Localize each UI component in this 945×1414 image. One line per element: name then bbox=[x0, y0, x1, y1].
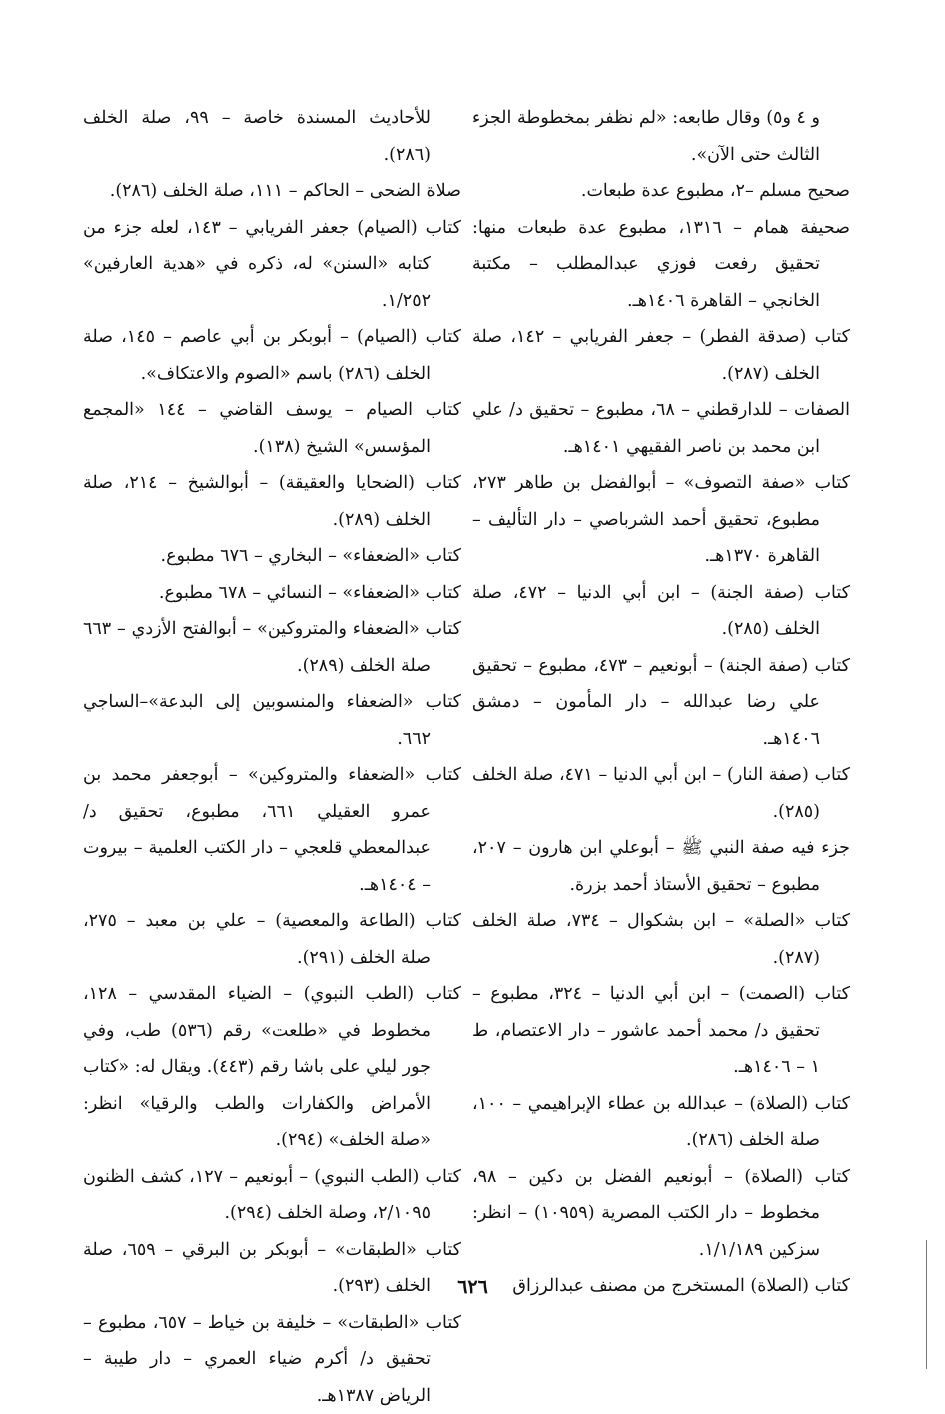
bibliography-entry: كتاب «الضعفاء والمتروكين» – أبوجعفر محمد بن عمرو العقيلي ٦٦١، مطبوع، تحقيق د/ عبدالمعطي قلعجي – دار الكتب العلمية – بيروت – ١٤٠٤هـ. bbox=[83, 757, 461, 903]
bibliography-entry: كتاب (الصلاة) – أبونعيم الفضل بن دكين – ٩٨، مخطوط – دار الكتب المصرية (١٠٩٥٩) – انظر: سزكين ١/١/١٨٩. bbox=[472, 1159, 850, 1269]
bibliography-entry: و ٤ و٥) وقال طابعه: «لم نظفر بمخطوطة الجزء الثالث حتى الآن». bbox=[472, 100, 850, 173]
bibliography-entry: كتاب (صفة الجنة) – ابن أبي الدنيا – ٤٧٢، صلة الخلف (٢٨٥). bbox=[472, 575, 850, 648]
bibliography-entry: كتاب (صفة النار) – ابن أبي الدنيا – ٤٧١، صلة الخلف (٢٨٥). bbox=[472, 757, 850, 830]
bibliography-entry: جزء فيه صفة النبي ﷺ – أبوعلي ابن هارون – ٢٠٧، مطبوع – تحقيق الأستاذ أحمد بزرة. bbox=[472, 830, 850, 903]
bibliography-entry: كتاب «صفة التصوف» – أبوالفضل بن طاهر ٢٧٣، مطبوع، تحقيق أحمد الشرباصي – دار التأليف – القاهرة ١٣٧٠هـ. bbox=[472, 465, 850, 575]
bibliography-entry: كتاب «الضعفاء» – النسائي – ٦٧٨ مطبوع. bbox=[83, 575, 461, 612]
bibliography-entry: كتاب (الضحايا والعقيقة) – أبوالشيخ – ٢١٤، صلة الخلف (٢٨٩). bbox=[83, 465, 461, 538]
bibliography-entry: كتاب (صفة الجنة) – أبونعيم – ٤٧٣، مطبوع – تحقيق علي رضا عبدالله – دار المأمون – دمشق ١٤٠٦هـ. bbox=[472, 648, 850, 758]
bibliography-entry: كتاب «الضعفاء والمتروكين» – أبوالفتح الأزدي – ٦٦٣ صلة الخلف (٢٨٩). bbox=[83, 611, 461, 684]
bibliography-entry: كتاب «الصلة» – ابن بشكوال – ٧٣٤، صلة الخلف (٢٨٧). bbox=[472, 903, 850, 976]
bibliography-entry: كتاب (الصيام) جعفر الفريابي – ١٤٣، لعله جزء من كتابه «السنن» له، ذكره في «هدية العارفين» ١/٢٥٢. bbox=[83, 210, 461, 320]
bibliography-entry: للأحاديث المسندة خاصة – ٩٩، صلة الخلف (٢٨٦). bbox=[83, 100, 461, 173]
scan-edge-line bbox=[926, 1240, 927, 1369]
left-column bbox=[83, 100, 461, 1414]
bibliography-entry: الصفات – للدارقطني – ٦٨، مطبوع – تحقيق د/ علي ابن محمد بن ناصر الفقيهي ١٤٠١هـ. bbox=[472, 392, 850, 465]
bibliography-entry: كتاب (الطاعة والمعصية) – علي بن معبد – ٢٧٥، صلة الخلف (٢٩١). bbox=[83, 903, 461, 976]
bibliography-entry: كتاب (الطب النبوي) – أبونعيم – ١٢٧، كشف الظنون ٢/١٠٩٥، وصلة الخلف (٢٩٤). bbox=[83, 1159, 461, 1232]
bibliography-entry: كتاب الصيام – يوسف القاضي – ١٤٤ «المجمع المؤسس» الشيخ (١٣٨). bbox=[83, 392, 461, 465]
bibliography-entry: صحيح مسلم –٢، مطبوع عدة طبعات. bbox=[472, 173, 850, 210]
bibliography-entry: كتاب «الطبقات» – خليفة بن خياط – ٦٥٧، مطبوع – تحقيق د/ أكرم ضياء العمري – دار طيبة – الرياض ١٣٨٧هـ. bbox=[83, 1305, 461, 1414]
bibliography-entry: كتاب (الصمت) – ابن أبي الدنيا – ٣٢٤، مطبوع – تحقيق د/ محمد أحمد عاشور – دار الاعتصام، ط ١ – ١٤٠٦هـ. bbox=[472, 976, 850, 1086]
bibliography-entry: صلاة الضحى – الحاكم – ١١١، صلة الخلف (٢٨٦). bbox=[83, 173, 461, 210]
bibliography-entry: صحيفة همام – ١٣١٦، مطبوع عدة طبعات منها: تحقيق رفعت فوزي عبدالمطلب – مكتبة الخانجي – القاهرة ١٤٠٦هـ. bbox=[472, 210, 850, 320]
bibliography-entry: كتاب «الطبقات» – أبوبكر بن البرقي – ٦٥٩، صلة الخلف (٢٩٣). bbox=[83, 1232, 461, 1305]
bibliography-entry: كتاب «الضعفاء والمنسوبين إلى البدعة»–الساجي ٦٦٢. bbox=[83, 684, 461, 757]
bibliography-entry: كتاب (الطب النبوي) – الضياء المقدسي – ١٢٨، مخطوط في «طلعت» رقم (٥٣٦) طب، وفي جور ليلي على باشا رقم (٤٤٣). ويقال له: «كتاب الأمراض والكفارات والطب والرقيا» انظر: «صلة الخلف» (٢٩٤). bbox=[83, 976, 461, 1159]
bibliography-entry: كتاب (الصلاة) المستخرج من مصنف عبدالرزاق bbox=[472, 1268, 850, 1305]
page-number: ٦٢٦ bbox=[0, 1276, 945, 1298]
bibliography-entry: كتاب (الصلاة) – عبدالله بن عطاء الإبراهيمي – ١٠٠، صلة الخلف (٢٨٦). bbox=[472, 1086, 850, 1159]
bibliography-entry: كتاب (صدقة الفطر) – جعفر الفريابي – ١٤٢، صلة الخلف (٢٨٧). bbox=[472, 319, 850, 392]
bibliography-entry: كتاب «الضعفاء» – البخاري – ٦٧٦ مطبوع. bbox=[83, 538, 461, 575]
bibliography-entry: كتاب (الصيام) – أبوبكر بن أبي عاصم – ١٤٥، صلة الخلف (٢٨٦) باسم «الصوم والاعتكاف». bbox=[83, 319, 461, 392]
right-column bbox=[472, 100, 850, 1305]
